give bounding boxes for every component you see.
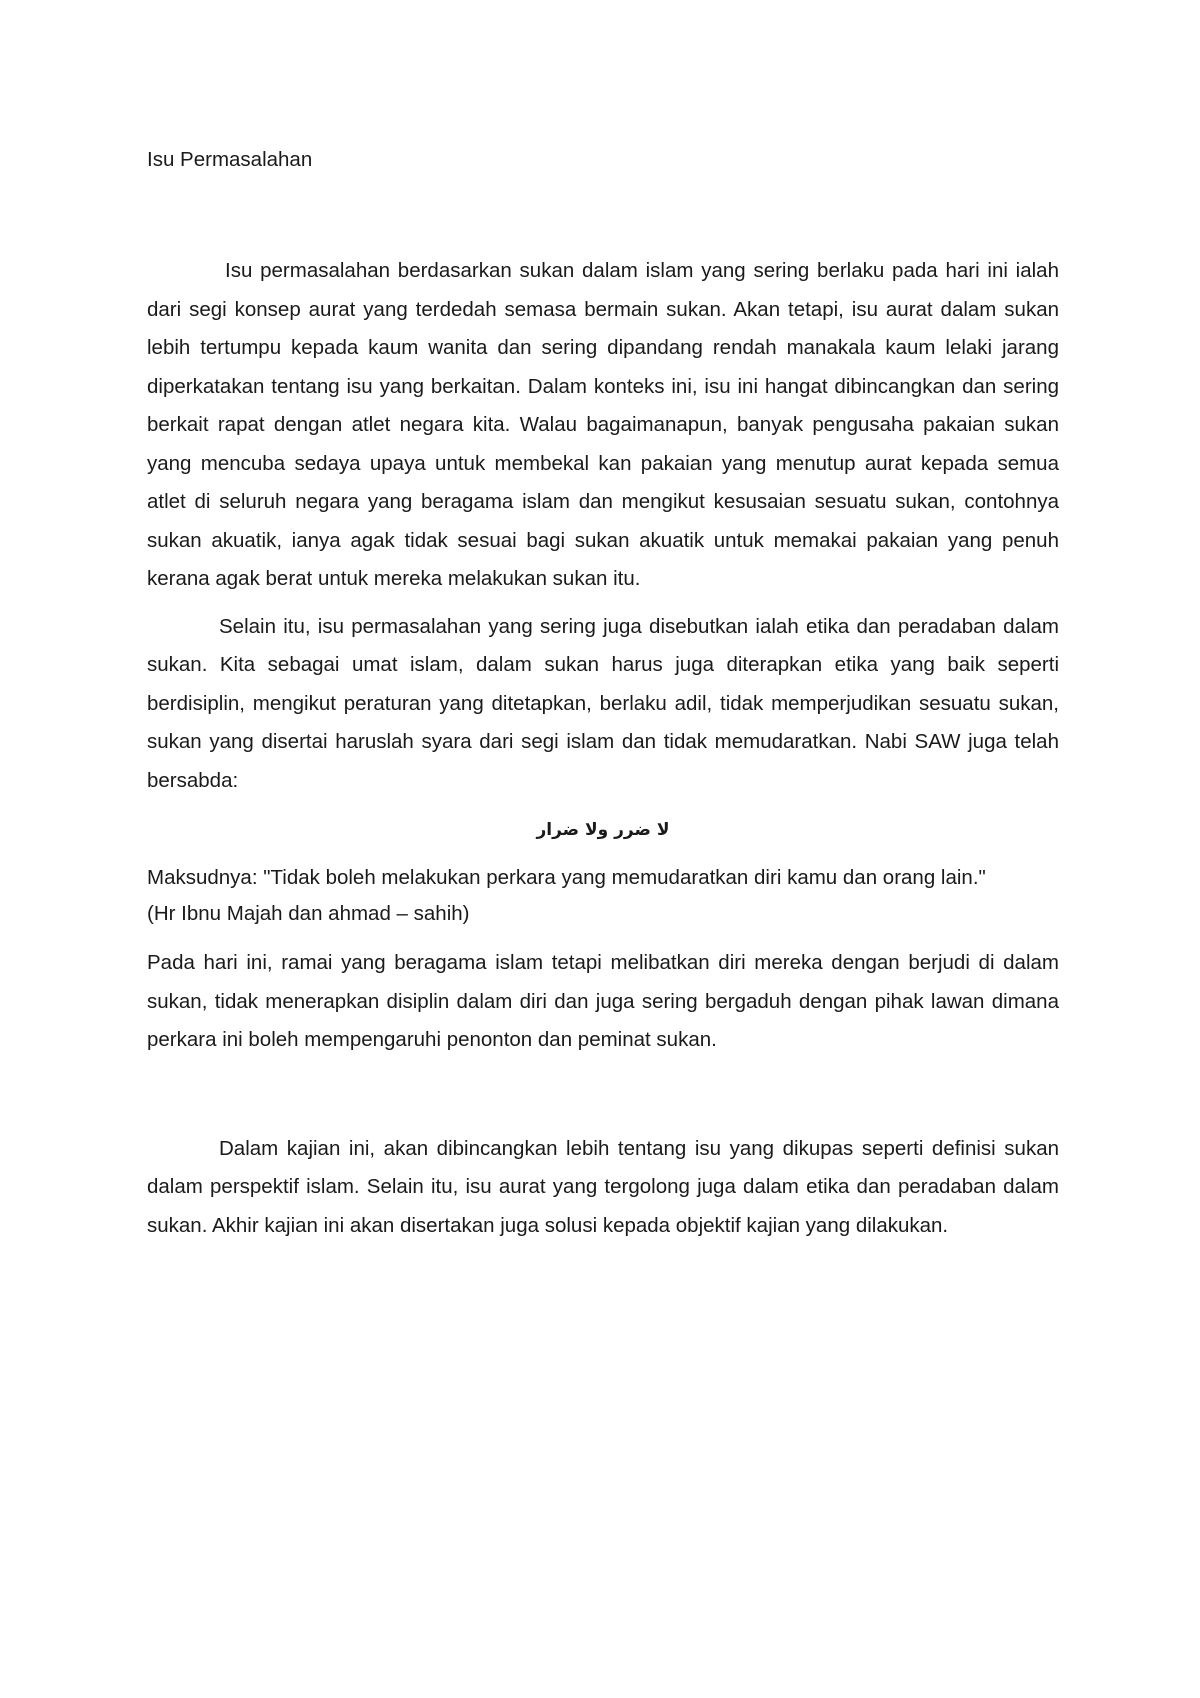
paragraph-study-scope: Dalam kajian ini, akan dibincangkan lebih tentang isu yang dikupas seperti definisi sukan dalam perspektif islam. Selain itu, isu aurat yang tergolong juga dalam etika dan peradaban dalam sukan. Akhir kajian ini akan disertakan juga solusi kepada objektif kajian yang dilakukan. [147, 1136, 1059, 1237]
document-body [147, 138, 1059, 1245]
hadith-meaning-text: Maksudnya: "Tidak boleh melakukan perkara yang memudaratkan diri kamu dan orang lain." [147, 866, 986, 889]
hadith-meaning [147, 860, 1059, 932]
paragraph-ethics-issue: Selain itu, isu permasalahan yang sering juga disebutkan ialah etika dan peradaban dalam sukan. Kita sebagai umat islam, dalam sukan harus juga diterapkan etika yang baik seperti berdisiplin, mengikut peraturan yang ditetapkan, berlaku adil, tidak memperjudikan sesuatu sukan, sukan yang disertai haruslah syara dari segi islam dan tidak memudaratkan. Nabi SAW juga telah bersabda: [147, 614, 1059, 792]
arabic-hadith-quote: لا ضرر ولا ضرار [536, 820, 670, 840]
hadith-source: (Hr Ibnu Majah dan ahmad – sahih) [147, 902, 470, 925]
section-heading: Isu Permasalahan [147, 148, 313, 171]
paragraph-gambling-issue: Pada hari ini, ramai yang beragama islam tetapi melibatkan diri mereka dengan berjudi di dalam sukan, tidak menerapkan disiplin dalam diri dan juga sering bergaduh dengan pihak lawan dimana perkara ini boleh mempengaruhi penonton dan peminat sukan. [147, 951, 1059, 1051]
paragraph-aurat-issue: Isu permasalahan berdasarkan sukan dalam islam yang sering berlaku pada hari ini ialah dari segi konsep aurat yang terdedah semasa bermain sukan. Akan tetapi, isu aurat dalam sukan lebih tertumpu kepada kaum wanita dan sering dipandang rendah manakala kaum lelaki jarang diperkatakan tentang isu yang berkaitan. Dalam konteks ini, isu ini hangat dibincangkan dan sering berkait rapat dengan atlet negara kita. Walau bagaimanapun, banyak pengusaha pakaian sukan yang mencuba sedaya upaya untuk membekal kan pakaian yang menutup aurat kepada semua atlet di seluruh negara yang beragama islam dan mengikut kesusaian sesuatu sukan, contohnya sukan akuatik, ianya agak tidak sesuai bagi sukan akuatik untuk memakai pakaian yang penuh kerana agak berat untuk mereka melakukan sukan itu. [147, 259, 1059, 590]
